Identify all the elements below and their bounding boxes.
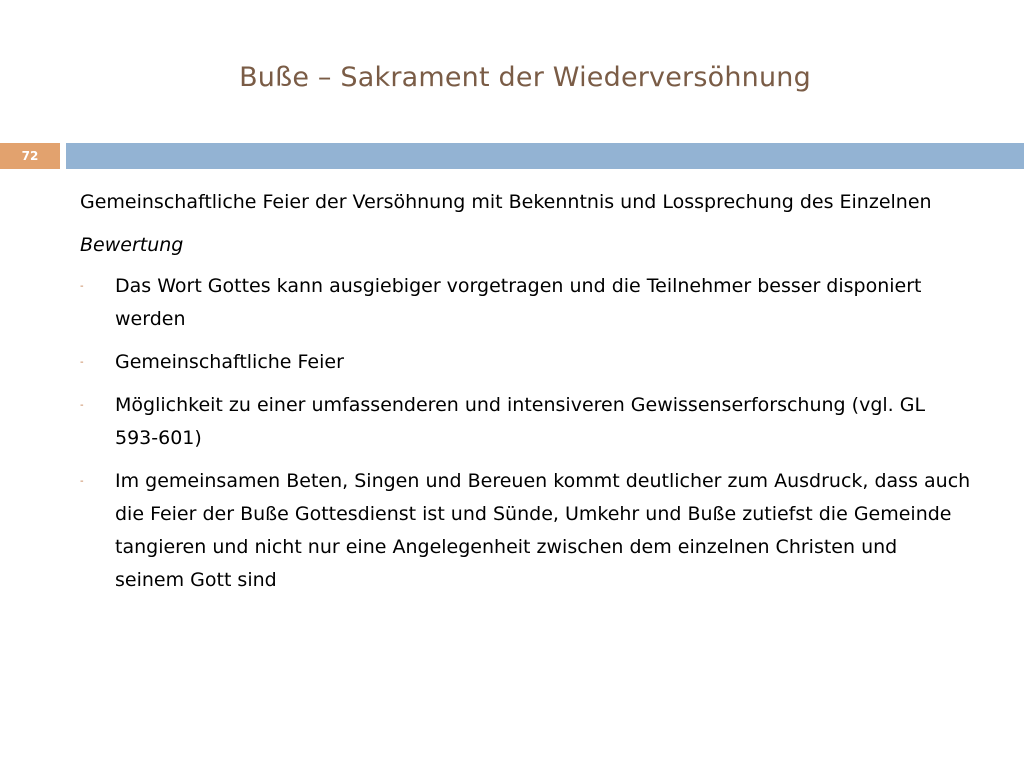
page-number: 72 [21, 149, 39, 163]
list-item-text: Im gemeinsamen Beten, Singen und Bereuen kommt deutlicher zum Ausdruck, dass auch die Feier der Buße Gottesdienst ist und Sünde, Umkehr und Buße zutiefst die Gemeinde tangieren und nicht nur eine Angelegenheit zwischen dem einzelnen Christen und seinem Gott sind [115, 470, 971, 591]
list-item-text: Das Wort Gottes kann ausgiebiger vorgetragen und die Teilnehmer besser disponiert werden [115, 275, 922, 330]
list-item [80, 389, 971, 455]
slide-content [80, 186, 971, 607]
list-item [80, 270, 971, 336]
slide-title: Buße – Sakrament der Wiederversöhnung [239, 62, 811, 93]
dash-bullet-icon: - [80, 476, 84, 487]
list-item-text: Möglichkeit zu einer umfassenderen und intensiveren Gewissenserforschung (vgl. GL 593-601) [115, 394, 926, 449]
dash-bullet-icon: - [80, 400, 84, 411]
list-item [80, 346, 971, 379]
bullet-list [80, 270, 971, 597]
list-item-text: Gemeinschaftliche Feier [115, 351, 344, 373]
dash-bullet-icon: - [80, 281, 84, 292]
intro-paragraph: Gemeinschaftliche Feier der Versöhnung mit Bekenntnis und Lossprechung des Einzelnen [80, 191, 932, 213]
dash-bullet-icon: - [80, 357, 84, 368]
list-item [80, 465, 971, 597]
header-bar [66, 143, 1024, 169]
subheading: Bewertung [80, 234, 184, 256]
